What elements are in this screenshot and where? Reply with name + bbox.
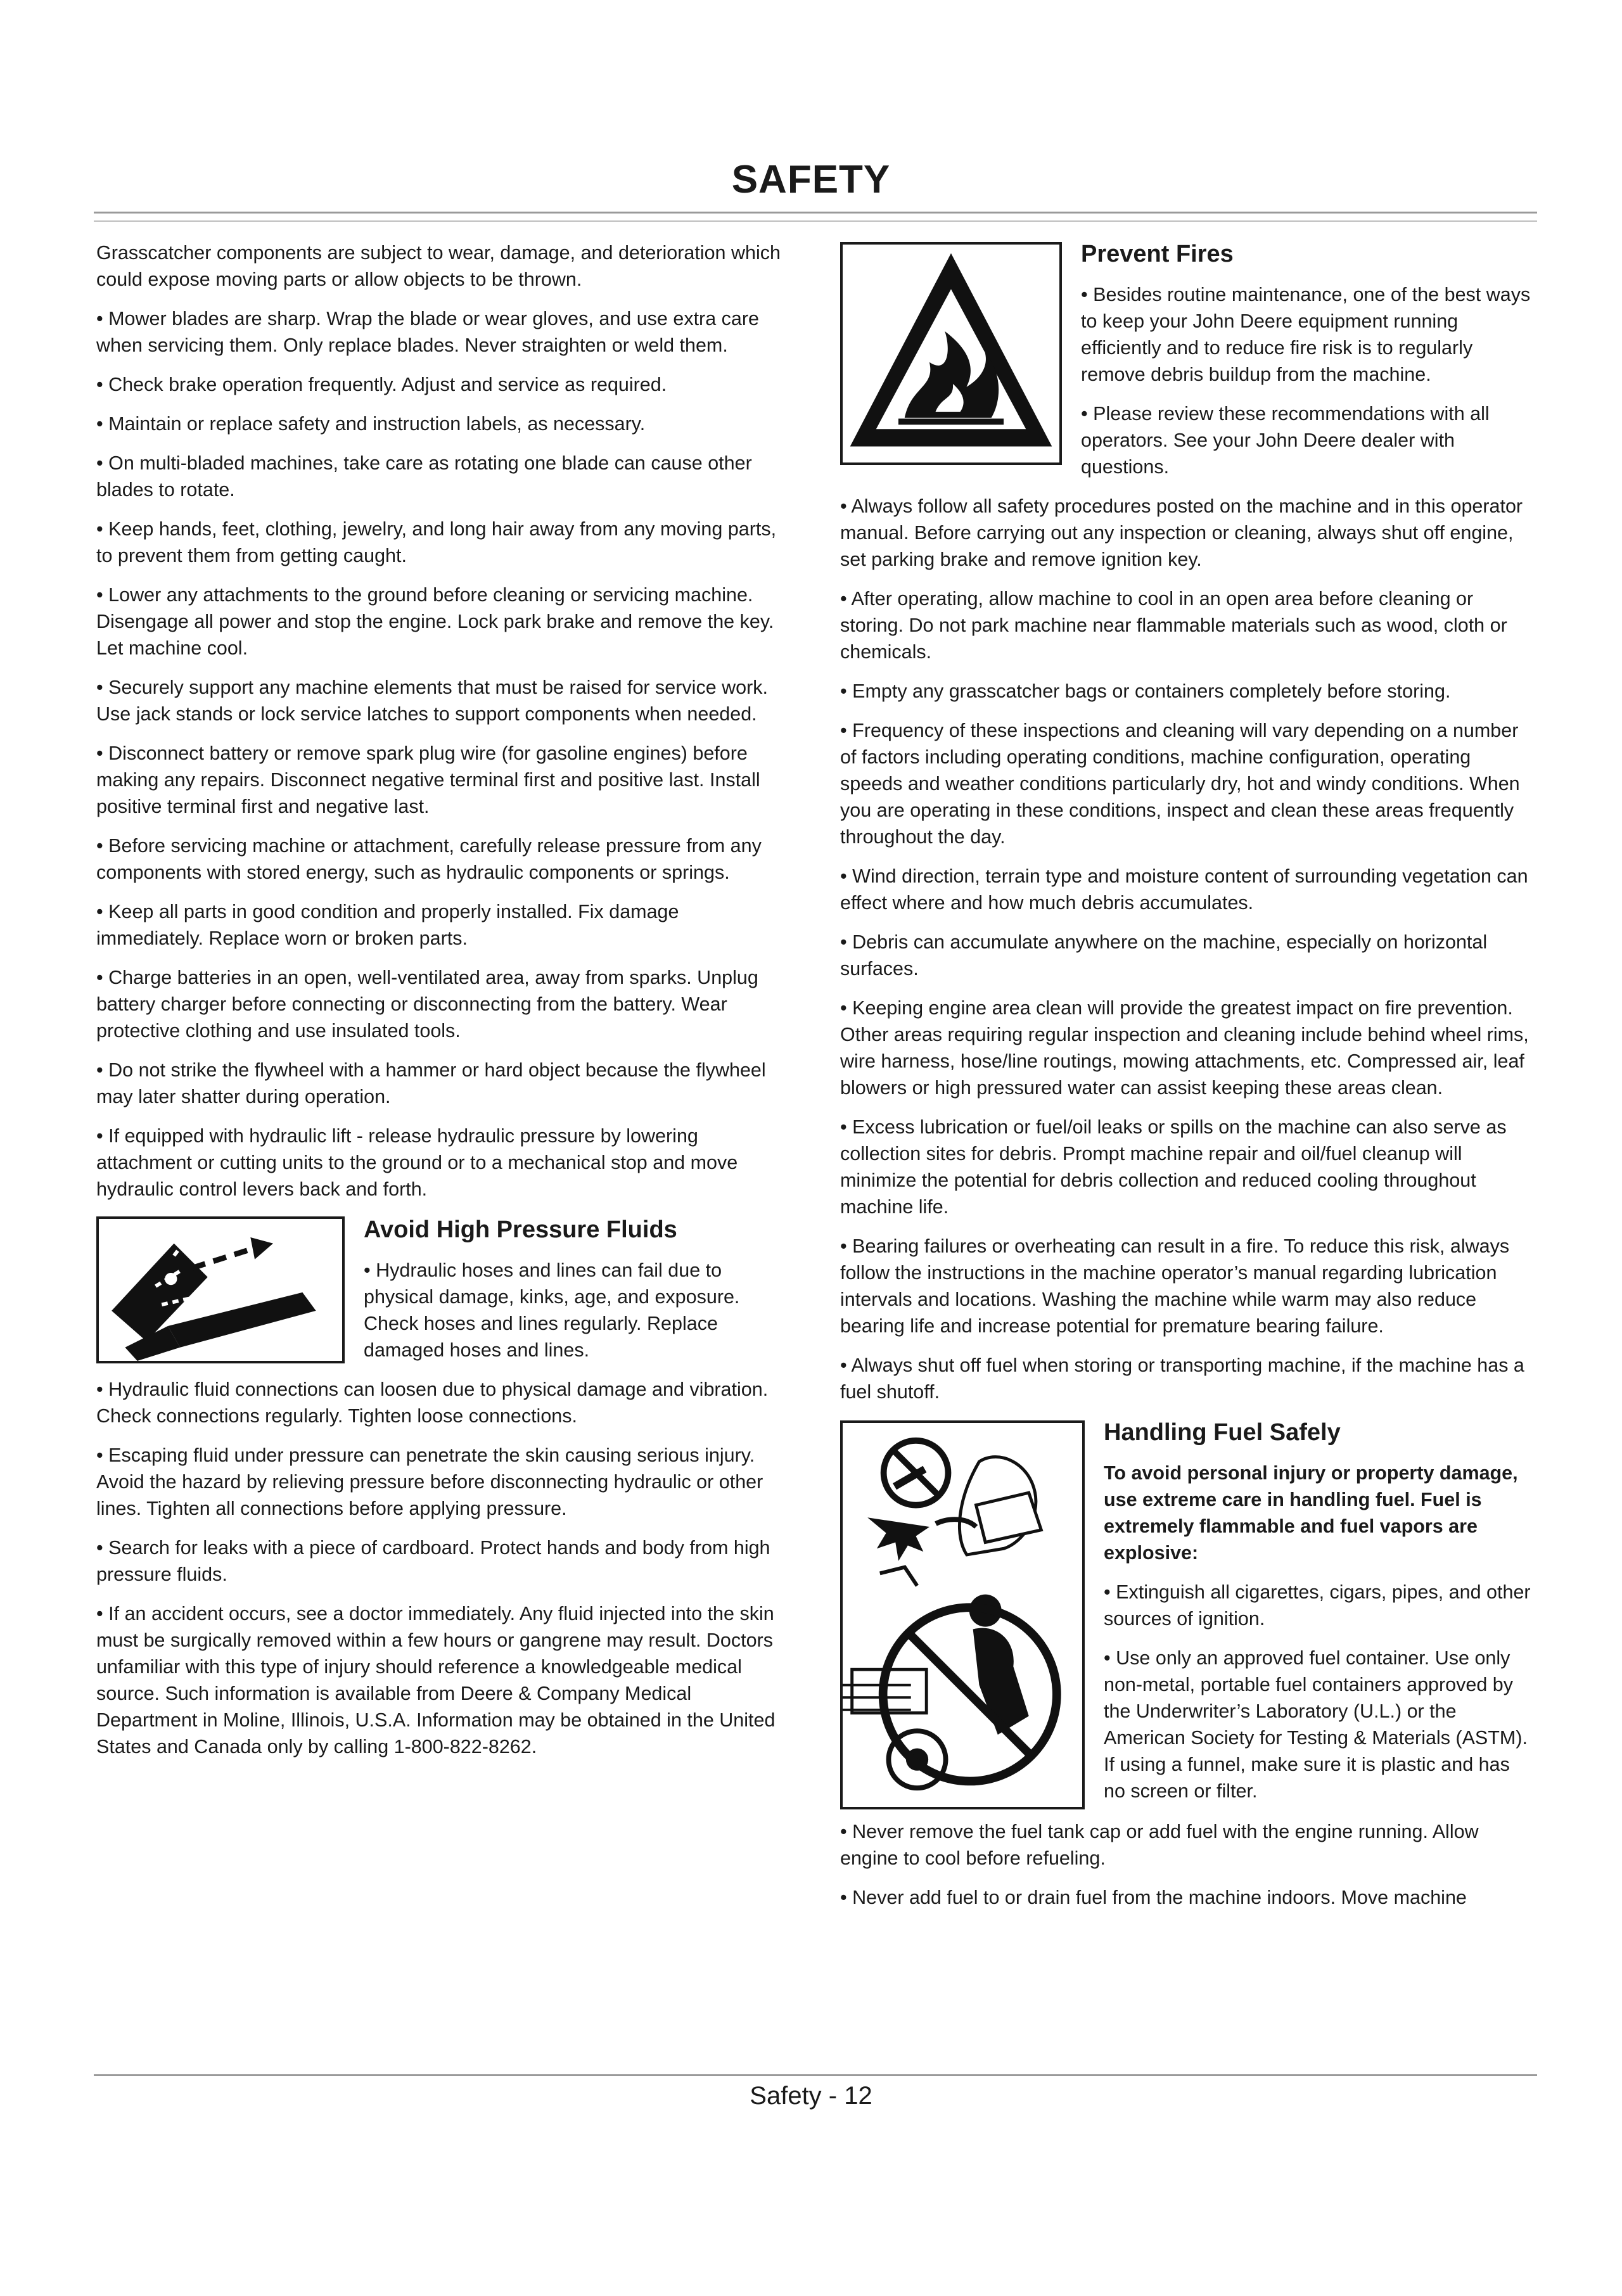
paragraph: Grasscatcher components are subject to wear, damage, and deterioration which could expose moving parts or allow objects to be thrown. [96, 242, 781, 290]
page-title: SAFETY [731, 158, 891, 201]
paragraph: • After operating, allow machine to cool in an open area before cleaning or storing. Do not park machine near flammable materials such as wood, cloth or chemicals. [840, 588, 1507, 663]
paragraph: • Bearing failures or overheating can result in a fire. To reduce this risk, always follow the instructions in the machine operator’s manual regarding lubrication intervals and locations. Washing the machine while warm may also reduce bearing life and increase potential for premature bearing failure. [840, 1235, 1510, 1337]
paragraph: • Keeping engine area clean will provide the greatest impact on fire prevention. Other areas requiring regular inspection and cleaning include behind wheel rims, wire harness, hose/line routings, mowing attachments, etc. Compressed air, leaf blowers or high pressured water can assist keeping these areas clean. [840, 997, 1529, 1099]
paragraph: • Disconnect battery or remove spark plug wire (for gasoline engines) before making any repairs. Disconnect negative terminal first and positive last. Install positive terminal first and negative last. [96, 743, 760, 817]
paragraph: • Charge batteries in an open, well-ventilated area, away from sparks. Unplug battery charger before connecting or disconnecting from the battery. Wear protective clothing and use insulated tools. [96, 967, 758, 1042]
paragraph: • Wind direction, terrain type and moisture content of surrounding vegetation can effect where and how much debris accumulates. [840, 865, 1528, 914]
paragraph: • Do not strike the flywheel with a hammer or hard object because the flywheel may later shatter during operation. [96, 1059, 766, 1107]
paragraph: • Mower blades are sharp. Wrap the blade or wear gloves, and use extra care when servicing them. Only replace blades. Never straighten or weld them. [96, 308, 759, 356]
paragraph: • Besides routine maintenance, one of the best ways to keep your John Deere equipment running efficiently and to reduce fire risk is to regularly remove debris buildup from the machine. [1081, 284, 1531, 385]
section-heading: Avoid High Pressure Fluids [364, 1216, 677, 1243]
paragraph: • Use only an approved fuel container. Use only non-metal, portable fuel containers approved by the Underwriter’s Laboratory (U.L.) or the American Society for Testing & Materials (ASTM). If using a funnel, make sure it is plastic and has no screen or filter. [1104, 1647, 1528, 1802]
paragraph: • Never add fuel to or drain fuel from the machine indoors. Move machine [840, 1887, 1467, 1908]
paragraph: • Empty any grasscatcher bags or containers completely before storing. [840, 680, 1451, 702]
paragraph: • Extinguish all cigarettes, cigars, pipes, and other sources of ignition. [1104, 1581, 1531, 1630]
paragraph: • If an accident occurs, see a doctor immediately. Any fluid injected into the skin must be surgically removed within a few hours or gangrene may result. Doctors unfamiliar with this type of injury should reference a knowledgeable medical source. Such information is available from Deere & Company Medical Department in Moline, Illinois, U.S.A. Information may be obtained in the United States and Canada only by calling 1-800-822-8262. [96, 1603, 776, 1757]
paragraph: • Keep all parts in good condition and properly installed. Fix damage immediately. Replace worn or broken parts. [96, 901, 679, 949]
paragraph: • Maintain or replace safety and instruction labels, as necessary. [96, 413, 646, 435]
warning-text: To avoid personal injury or property damage, use extreme care in handling fuel. Fuel is extremely flammable and fuel vapors are explosive: [1104, 1462, 1518, 1564]
paragraph: • Frequency of these inspections and cleaning will vary depending on a number of factors including operating conditions, machine configuration, operating speeds and weather conditions particularly dry, hot and windy conditions. When you are operating in these conditions, inspect and clean these areas frequently throughout the day. [840, 720, 1520, 848]
paragraph: • Search for leaks with a piece of cardboard. Protect hands and body from high pressure fluids. [96, 1537, 770, 1585]
right-column [840, 239, 1535, 1923]
paragraph: • Before servicing machine or attachment, carefully release pressure from any components with stored energy, such as hydraulic components or springs. [96, 835, 762, 883]
section-heading: Handling Fuel Safely [1104, 1419, 1341, 1446]
paragraph: • Excess lubrication or fuel/oil leaks or spills on the machine can also serve as collection sites for debris. Prompt machine repair and oil/fuel cleanup will minimize the potential for debris collection and reduced cooling throughout machine life. [840, 1116, 1507, 1218]
paragraph: • Hydraulic fluid connections can loosen due to physical damage and vibration. Check connections regularly. Tighten loose connections. [96, 1379, 769, 1427]
paragraph: • Securely support any machine elements that must be raised for service work. Use jack stands or lock service latches to support components when needed. [96, 677, 769, 725]
paragraph: • Keep hands, feet, clothing, jewelry, and long hair away from any moving parts, to prevent them from getting caught. [96, 518, 777, 566]
paragraph: • Lower any attachments to the ground before cleaning or servicing machine. Disengage all power and stop the engine. Lock park brake and remove the key. Let machine cool. [96, 584, 774, 659]
paragraph: • If equipped with hydraulic lift - release hydraulic pressure by lowering attachment or cutting units to the ground or to a mechanical stop and move hydraulic control levers back and forth. [96, 1125, 738, 1200]
fire-warning-icon [840, 242, 1062, 465]
left-column [96, 239, 788, 1773]
fuel-safety-icon [840, 1420, 1085, 1809]
paragraph: • On multi-bladed machines, take care as rotating one blade can cause other blades to rotate. [96, 452, 752, 501]
paragraph: • Never remove the fuel tank cap or add fuel with the engine running. Allow engine to cool before refueling. [840, 1821, 1479, 1869]
footer-rule [94, 2074, 1537, 2076]
paragraph: • Please review these recommendations with all operators. See your John Deere dealer with questions. [1081, 403, 1490, 478]
page-footer: Safety - 12 [750, 2082, 872, 2110]
paragraph: • Escaping fluid under pressure can penetrate the skin causing serious injury. Avoid the hazard by relieving pressure before disconnecting hydraulic or other lines. Tighten all connections before applying pressure. [96, 1445, 763, 1519]
header-rule [94, 212, 1537, 222]
paragraph: • Check brake operation frequently. Adjust and service as required. [96, 374, 667, 395]
section-heading: Prevent Fires [1081, 241, 1234, 267]
paragraph: • Always follow all safety procedures posted on the machine and in this operator manual. Before carrying out any inspection or cleaning, always shut off engine, set parking brake and remove ignition key. [840, 495, 1523, 570]
paragraph: • Debris can accumulate anywhere on the machine, especially on horizontal surfaces. [840, 931, 1488, 979]
high-pressure-fluid-icon [96, 1216, 345, 1363]
paragraph: • Always shut off fuel when storing or transporting machine, if the machine has a fuel shutoff. [840, 1355, 1524, 1403]
paragraph: • Hydraulic hoses and lines can fail due to physical damage, kinks, age, and exposure. Check hoses and lines regularly. Replace damaged hoses and lines. [364, 1260, 740, 1361]
